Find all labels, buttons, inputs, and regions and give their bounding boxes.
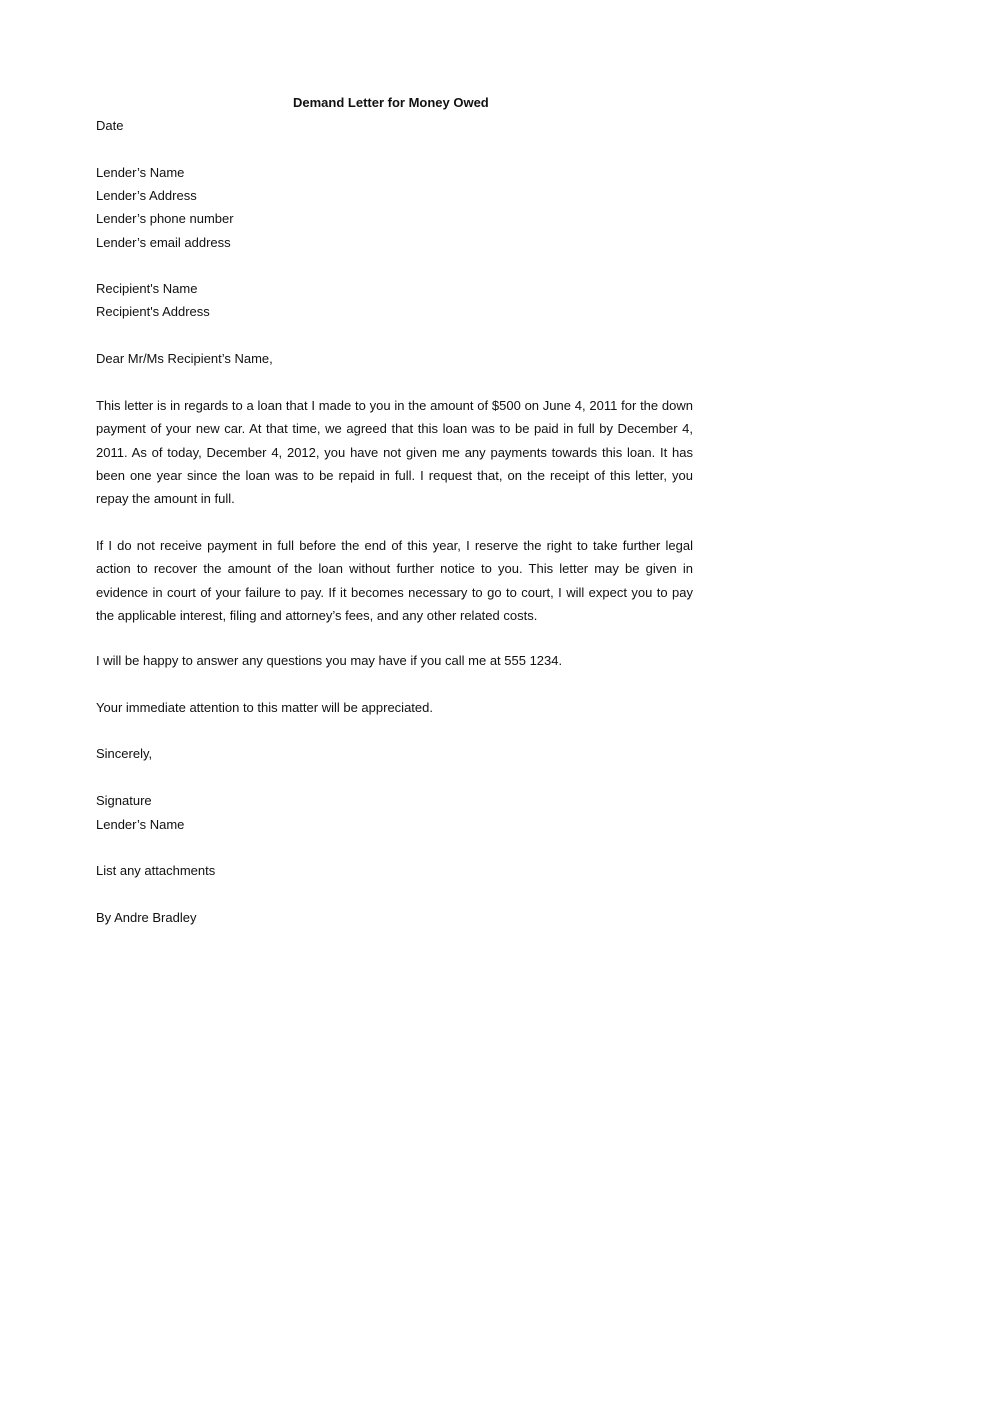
lender-name: Lender’s Name xyxy=(96,165,185,180)
salutation: Dear Mr/Ms Recipient’s Name, xyxy=(96,351,273,366)
recipient-address: Recipient's Address xyxy=(96,304,210,319)
document-title: Demand Letter for Money Owed xyxy=(293,95,489,110)
lender-address: Lender’s Address xyxy=(96,188,197,203)
byline: By Andre Bradley xyxy=(96,910,197,925)
signature-line: Signature xyxy=(96,793,152,808)
date-line: Date xyxy=(96,118,124,133)
recipient-name: Recipient's Name xyxy=(96,281,198,296)
body-paragraph-4: Your immediate attention to this matter will be appreciated. xyxy=(96,700,433,715)
body-paragraph-2: If I do not receive payment in full before the end of this year, I reserve the right to take further legal action to recover the amount of the loan without further notice to you. This letter may be given in evidence in court of your failure to pay. If it becomes necessary to go to court, I will expect you to pay the applicable interest, filing and attorney’s fees, and any other related costs. xyxy=(96,538,693,623)
attachments-line: List any attachments xyxy=(96,863,216,878)
lender-phone: Lender’s phone number xyxy=(96,211,234,226)
lender-email: Lender’s email address xyxy=(96,235,231,250)
closing: Sincerely, xyxy=(96,746,153,761)
body-paragraph-1: This letter is in regards to a loan that I made to you in the amount of $500 on June 4, 2011 for the down payment of your new car. At that time, we agreed that this loan was to be paid in full by December 4, 2011. As of today, December 4, 2012, you have not given me any payments towards this loan. It has been one year since the loan was to be repaid in full. I request that, on the receipt of this letter, you repay the amount in full. xyxy=(96,398,693,507)
body-paragraph-3: I will be happy to answer any questions you may have if you call me at 555 1234. xyxy=(96,653,563,668)
signer-name: Lender’s Name xyxy=(96,817,185,832)
